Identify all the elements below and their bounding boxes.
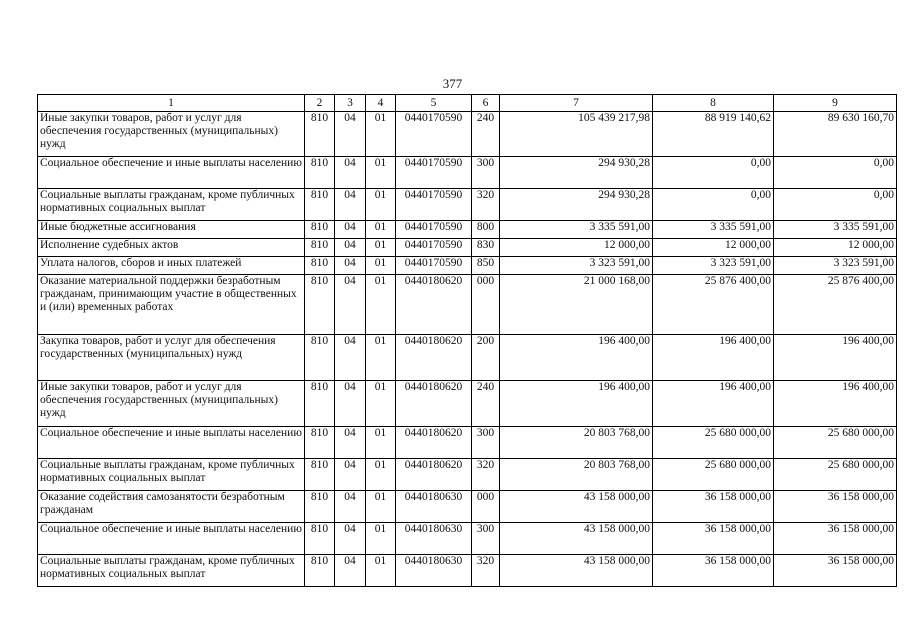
code-expense-type: 000 (472, 275, 500, 335)
amount-col-9: 0,00 (774, 189, 897, 221)
code-subsection: 01 (366, 335, 396, 381)
amount-col-8: 25 680 000,00 (653, 459, 774, 491)
code-expense-type: 200 (472, 335, 500, 381)
table-row (38, 189, 897, 221)
code-expense-type: 830 (472, 239, 500, 257)
code-section: 04 (335, 335, 366, 381)
code-gryb: 810 (305, 275, 335, 335)
amount-col-7: 21 000 168,00 (500, 275, 653, 335)
code-section: 04 (335, 221, 366, 239)
code-expense-type: 320 (472, 459, 500, 491)
code-subsection: 01 (366, 523, 396, 555)
column-header: 8 (653, 95, 774, 112)
code-subsection: 01 (366, 112, 396, 157)
amount-col-9: 25 876 400,00 (774, 275, 897, 335)
code-section: 04 (335, 239, 366, 257)
code-expense-type: 300 (472, 523, 500, 555)
amount-col-7: 43 158 000,00 (500, 555, 653, 587)
code-target-article: 0440180630 (396, 491, 472, 523)
code-section: 04 (335, 275, 366, 335)
amount-col-8: 36 158 000,00 (653, 491, 774, 523)
amount-col-8: 3 335 591,00 (653, 221, 774, 239)
code-section: 04 (335, 381, 366, 427)
amount-col-7: 105 439 217,98 (500, 112, 653, 157)
header-row (38, 95, 897, 112)
code-expense-type: 240 (472, 381, 500, 427)
amount-col-8: 36 158 000,00 (653, 523, 774, 555)
amount-col-9: 0,00 (774, 157, 897, 189)
table-row (38, 257, 897, 275)
code-target-article: 0440170590 (396, 239, 472, 257)
table-row (38, 555, 897, 587)
code-subsection: 01 (366, 427, 396, 459)
code-section: 04 (335, 459, 366, 491)
table-row (38, 381, 897, 427)
code-expense-type: 000 (472, 491, 500, 523)
code-gryb: 810 (305, 221, 335, 239)
code-target-article: 0440180620 (396, 427, 472, 459)
table-row (38, 427, 897, 459)
amount-col-8: 88 919 140,62 (653, 112, 774, 157)
budget-item-name: Социальное обеспечение и иные выплаты населению (38, 523, 305, 555)
amount-col-8: 196 400,00 (653, 335, 774, 381)
code-section: 04 (335, 491, 366, 523)
table-row (38, 157, 897, 189)
code-gryb: 810 (305, 555, 335, 587)
amount-col-9: 12 000,00 (774, 239, 897, 257)
budget-item-name: Иные бюджетные ассигнования (38, 221, 305, 239)
code-section: 04 (335, 257, 366, 275)
table-row (38, 112, 897, 157)
code-expense-type: 850 (472, 257, 500, 275)
column-header: 3 (335, 95, 366, 112)
code-gryb: 810 (305, 257, 335, 275)
amount-col-7: 196 400,00 (500, 335, 653, 381)
code-expense-type: 300 (472, 427, 500, 459)
amount-col-9: 3 335 591,00 (774, 221, 897, 239)
amount-col-7: 294 930,28 (500, 189, 653, 221)
code-subsection: 01 (366, 239, 396, 257)
amount-col-8: 3 323 591,00 (653, 257, 774, 275)
budget-item-name: Иные закупки товаров, работ и услуг для обеспечения государственных (муниципальных) нужд (38, 112, 305, 157)
code-gryb: 810 (305, 523, 335, 555)
code-expense-type: 240 (472, 112, 500, 157)
code-target-article: 0440170590 (396, 189, 472, 221)
table-row (38, 523, 897, 555)
code-subsection: 01 (366, 257, 396, 275)
budget-table (37, 94, 897, 587)
code-gryb: 810 (305, 335, 335, 381)
code-section: 04 (335, 112, 366, 157)
column-header: 1 (38, 95, 305, 112)
budget-item-name: Социальные выплаты гражданам, кроме публичных нормативных социальных выплат (38, 555, 305, 587)
table-row (38, 239, 897, 257)
code-subsection: 01 (366, 157, 396, 189)
amount-col-7: 12 000,00 (500, 239, 653, 257)
amount-col-9: 36 158 000,00 (774, 491, 897, 523)
code-target-article: 0440170590 (396, 257, 472, 275)
amount-col-7: 294 930,28 (500, 157, 653, 189)
code-subsection: 01 (366, 221, 396, 239)
code-target-article: 0440180620 (396, 459, 472, 491)
code-subsection: 01 (366, 491, 396, 523)
budget-item-name: Социальное обеспечение и иные выплаты населению (38, 427, 305, 459)
code-target-article: 0440180620 (396, 275, 472, 335)
amount-col-8: 25 876 400,00 (653, 275, 774, 335)
budget-item-name: Уплата налогов, сборов и иных платежей (38, 257, 305, 275)
amount-col-9: 25 680 000,00 (774, 427, 897, 459)
code-expense-type: 300 (472, 157, 500, 189)
budget-item-name: Иные закупки товаров, работ и услуг для обеспечения государственных (муниципальных) нужд (38, 381, 305, 427)
amount-col-8: 0,00 (653, 189, 774, 221)
code-expense-type: 320 (472, 555, 500, 587)
budget-item-name: Исполнение судебных актов (38, 239, 305, 257)
column-header: 6 (472, 95, 500, 112)
amount-col-7: 196 400,00 (500, 381, 653, 427)
budget-item-name: Социальные выплаты гражданам, кроме публичных нормативных социальных выплат (38, 459, 305, 491)
code-target-article: 0440170590 (396, 221, 472, 239)
amount-col-8: 12 000,00 (653, 239, 774, 257)
amount-col-9: 196 400,00 (774, 381, 897, 427)
table-row (38, 459, 897, 491)
amount-col-9: 196 400,00 (774, 335, 897, 381)
amount-col-9: 3 323 591,00 (774, 257, 897, 275)
column-header: 7 (500, 95, 653, 112)
code-target-article: 0440180620 (396, 381, 472, 427)
amount-col-8: 196 400,00 (653, 381, 774, 427)
code-target-article: 0440170590 (396, 112, 472, 157)
code-section: 04 (335, 555, 366, 587)
table-row (38, 335, 897, 381)
table-row (38, 221, 897, 239)
amount-col-8: 0,00 (653, 157, 774, 189)
budget-item-name: Оказание материальной поддержки безработным гражданам, принимающим участие в общественных и (или) временных работах (38, 275, 305, 335)
code-gryb: 810 (305, 491, 335, 523)
page-number: 377 (442, 76, 463, 91)
code-target-article: 0440170590 (396, 157, 472, 189)
budget-item-name: Оказание содействия самозанятости безработным гражданам (38, 491, 305, 523)
code-gryb: 810 (305, 459, 335, 491)
amount-col-7: 43 158 000,00 (500, 491, 653, 523)
code-gryb: 810 (305, 189, 335, 221)
amount-col-8: 36 158 000,00 (653, 555, 774, 587)
amount-col-7: 43 158 000,00 (500, 523, 653, 555)
code-subsection: 01 (366, 459, 396, 491)
budget-item-name: Социальные выплаты гражданам, кроме публичных нормативных социальных выплат (38, 189, 305, 221)
code-gryb: 810 (305, 381, 335, 427)
column-header: 5 (396, 95, 472, 112)
budget-item-name: Социальное обеспечение и иные выплаты населению (38, 157, 305, 189)
code-section: 04 (335, 189, 366, 221)
amount-col-7: 3 335 591,00 (500, 221, 653, 239)
code-gryb: 810 (305, 112, 335, 157)
code-expense-type: 800 (472, 221, 500, 239)
code-subsection: 01 (366, 381, 396, 427)
amount-col-8: 25 680 000,00 (653, 427, 774, 459)
code-gryb: 810 (305, 157, 335, 189)
budget-item-name: Закупка товаров, работ и услуг для обеспечения государственных (муниципальных) нужд (38, 335, 305, 381)
amount-col-7: 20 803 768,00 (500, 459, 653, 491)
code-gryb: 810 (305, 427, 335, 459)
code-expense-type: 320 (472, 189, 500, 221)
code-subsection: 01 (366, 189, 396, 221)
table-row (38, 491, 897, 523)
code-subsection: 01 (366, 555, 396, 587)
code-target-article: 0440180630 (396, 523, 472, 555)
amount-col-9: 25 680 000,00 (774, 459, 897, 491)
column-header: 2 (305, 95, 335, 112)
code-section: 04 (335, 157, 366, 189)
amount-col-7: 3 323 591,00 (500, 257, 653, 275)
code-gryb: 810 (305, 239, 335, 257)
column-header: 9 (774, 95, 897, 112)
code-target-article: 0440180620 (396, 335, 472, 381)
column-header: 4 (366, 95, 396, 112)
code-subsection: 01 (366, 275, 396, 335)
amount-col-7: 20 803 768,00 (500, 427, 653, 459)
code-section: 04 (335, 427, 366, 459)
code-section: 04 (335, 523, 366, 555)
amount-col-9: 36 158 000,00 (774, 523, 897, 555)
amount-col-9: 89 630 160,70 (774, 112, 897, 157)
code-target-article: 0440180630 (396, 555, 472, 587)
table-row (38, 275, 897, 335)
amount-col-9: 36 158 000,00 (774, 555, 897, 587)
